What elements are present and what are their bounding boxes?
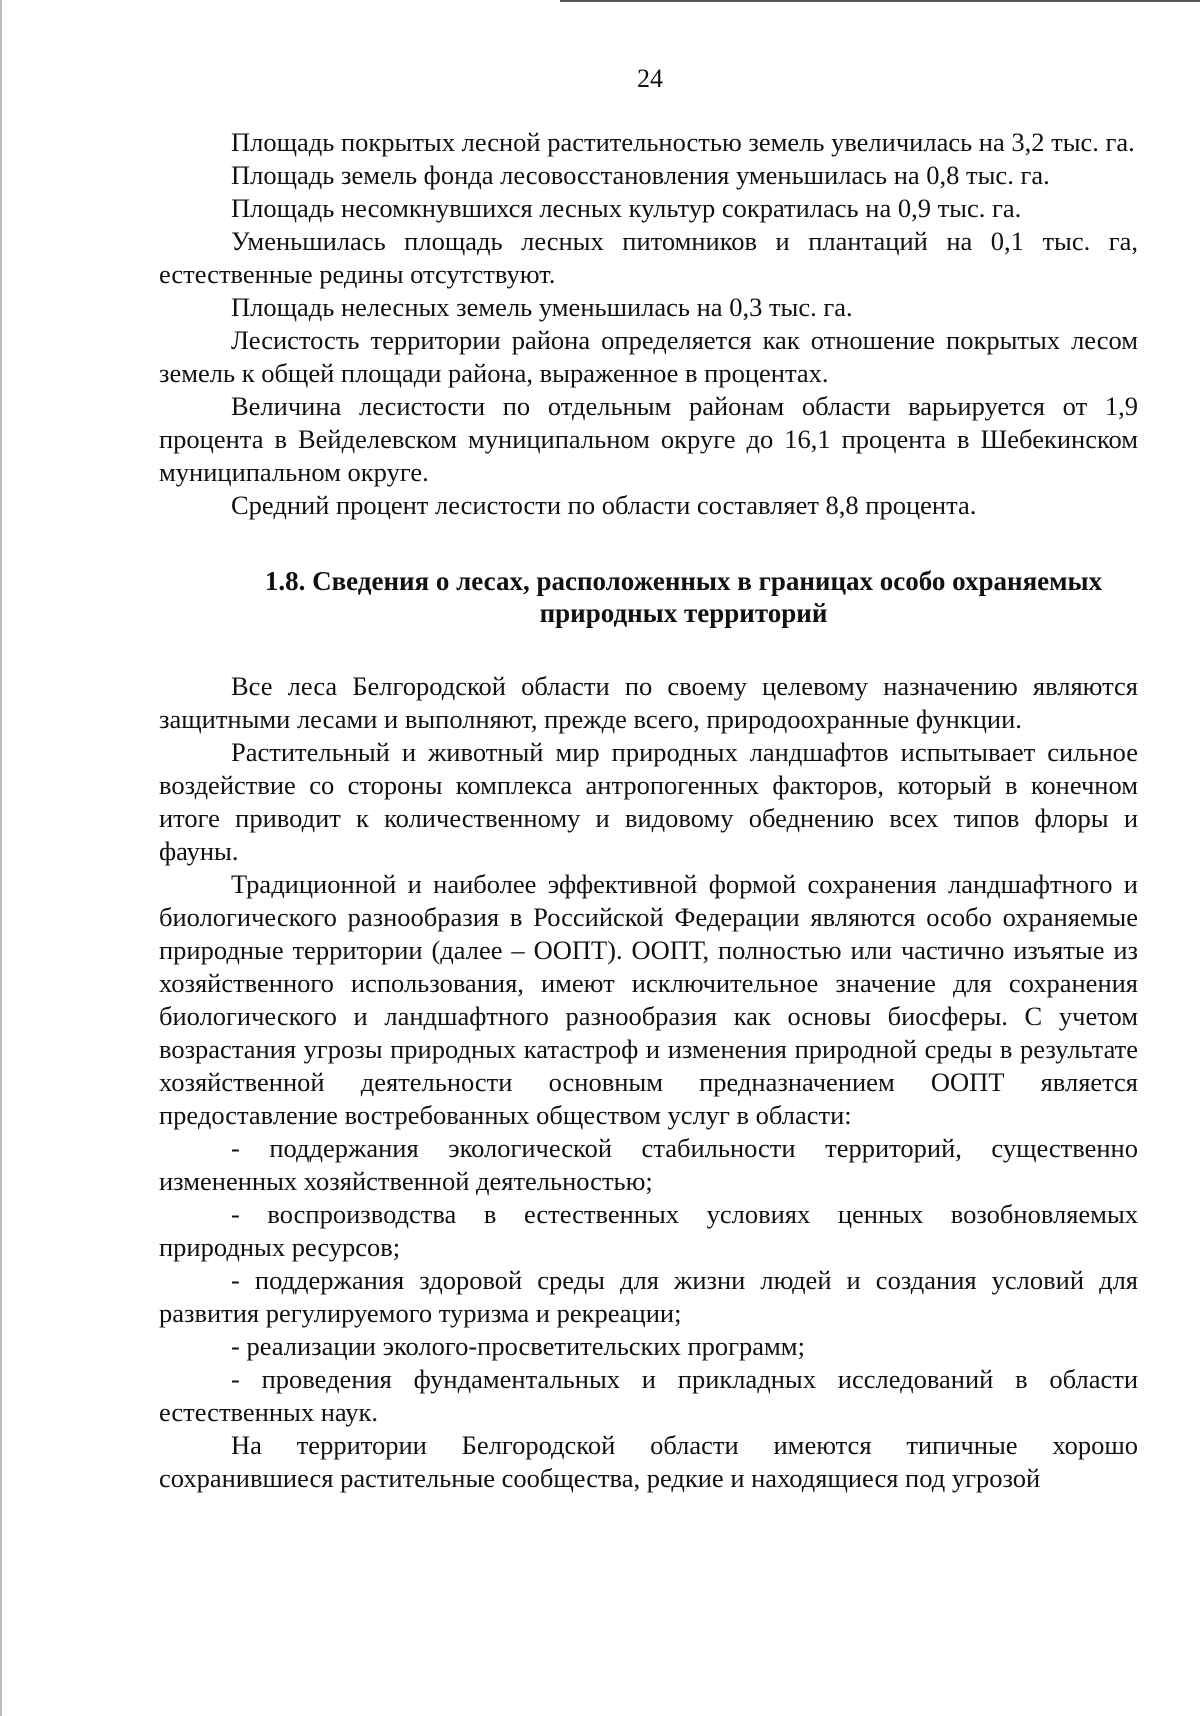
bullet-item: - воспроизводства в естественных условиях ценных возобновляемых природных ресурсов; <box>159 1199 1138 1262</box>
paragraph: Уменьшилась площадь лесных питомников и плантаций на 0,1 тыс. га, естественные редины отсутствуют. <box>159 226 1138 289</box>
section-heading-line: 1.8. Сведения о лесах, расположенных в границах особо охраняемых <box>264 566 1103 596</box>
bullet-item: - поддержания экологической стабильности территорий, существенно измененных хозяйственной деятельностью; <box>159 1133 1138 1196</box>
paragraph: Площадь земель фонда лесовосстановления уменьшилась на 0,8 тыс. га. <box>231 160 1050 190</box>
paragraph: Площадь несомкнувшихся лесных культур сократилась на 0,9 тыс. га. <box>231 193 1022 223</box>
scan-edge-top <box>560 0 1200 2</box>
page-number: 24 <box>637 64 663 93</box>
bullet-item: - проведения фундаментальных и прикладных исследований в области естественных наук. <box>159 1364 1138 1427</box>
paragraph: На территории Белгородской области имеются типичные хорошо сохранившиеся растительные сообщества, редкие и находящиеся под угрозой <box>159 1430 1138 1493</box>
bullet-item: - поддержания здоровой среды для жизни людей и создания условий для развития регулируемого туризма и рекреации; <box>159 1265 1138 1328</box>
paragraph: Все леса Белгородской области по своему целевому назначению являются защитными лесами и выполняют, прежде всего, природоохранные функции. <box>159 671 1138 734</box>
section-heading <box>159 565 1138 629</box>
document-body <box>159 126 1138 1495</box>
paragraph: Площадь покрытых лесной растительностью земель увеличилась на 3,2 тыс. га. <box>231 127 1135 157</box>
paragraph: Традиционной и наиболее эффективной формой сохранения ландшафтного и биологического разнообразия в Российской Федерации являются особо охраняемые природные территории (далее – ООПТ). ООПТ, полностью или частично изъятые из хозяйственного использования, имеют исключительное значение для сохранения биологического и ландшафтного разнообразия как основы биосферы. С учетом возрастания угрозы природных катастроф и изменения природной среды в результате хозяйственной деятельности основным предназначением ООПТ является предоставление востребованных обществом услуг в области: <box>159 869 1138 1130</box>
scan-edge-left <box>0 0 2 1716</box>
paragraph: Величина лесистости по отдельным районам области варьируется от 1,9 процента в Вейделевском муниципальном округе до 16,1 процента в Шебекинском муниципальном округе. <box>159 391 1138 487</box>
section-heading-line: природных территорий <box>539 598 828 628</box>
paragraph: Растительный и животный мир природных ландшафтов испытывает сильное воздействие со стороны комплекса антропогенных факторов, который в конечном итоге приводит к количественному и видовому обеднению всех типов флоры и фауны. <box>159 737 1138 866</box>
paragraph: Лесистость территории района определяется как отношение покрытых лесом земель к общей площади района, выраженное в процентах. <box>159 325 1138 388</box>
bullet-item: - реализации эколого-просветительских программ; <box>231 1331 805 1361</box>
paragraph: Средний процент лесистости по области составляет 8,8 процента. <box>231 490 977 520</box>
paragraph: Площадь нелесных земель уменьшилась на 0,3 тыс. га. <box>231 292 853 322</box>
